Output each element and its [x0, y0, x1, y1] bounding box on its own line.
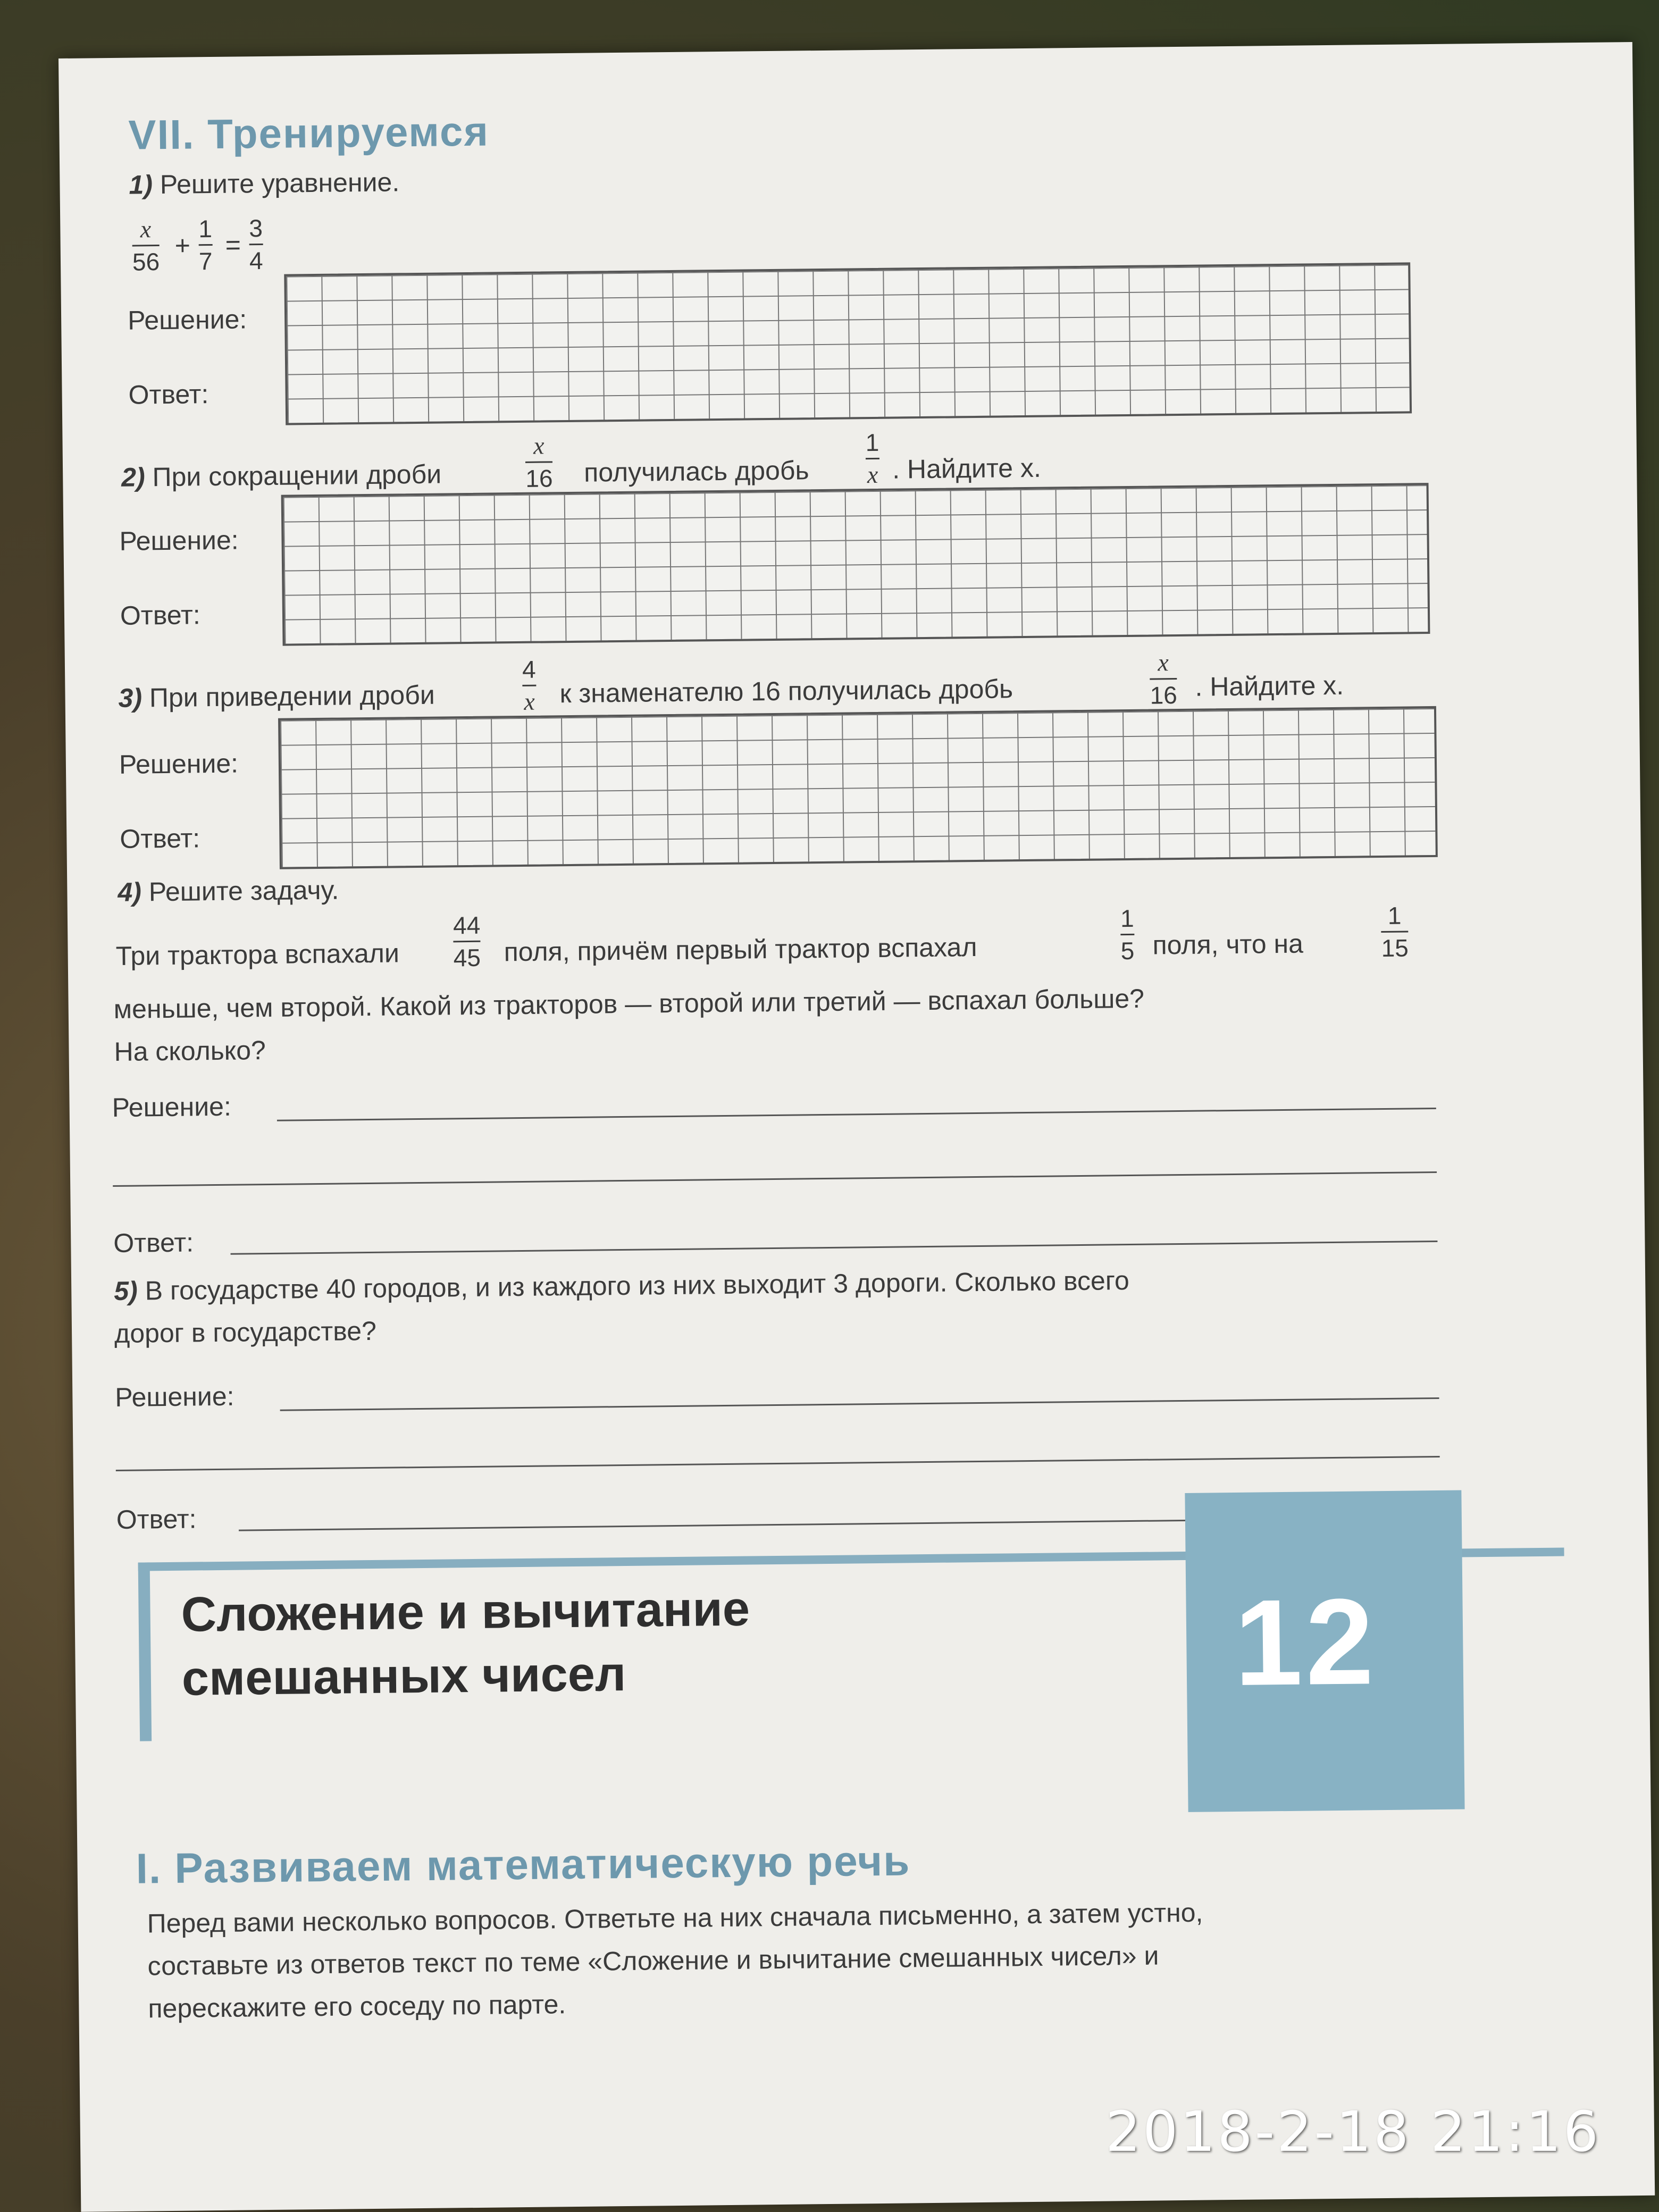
task2-solution-label: Решение: — [119, 525, 239, 556]
task4-line2: меньше, чем второй. Какой из тракторов — второй или третий — вспахал больше? — [113, 983, 1145, 1025]
task4-solution-label: Решение: — [112, 1091, 232, 1123]
task1-plus: + — [174, 230, 191, 261]
task4-header: 4) Решите задачу. — [118, 875, 339, 907]
task1-text: Решите уравнение. — [160, 167, 400, 200]
chapter-title: Сложение и вычитание смешанных чисел — [181, 1581, 750, 1706]
section1-title: I. Развиваем математическую речь — [136, 1837, 911, 1892]
section1-line2: составьте из ответов текст по теме «Сложение и вычитание смешанных чисел» и — [147, 1940, 1159, 1981]
task2-line: 2) При сокращении дроби — [121, 459, 442, 492]
task4-answer-label: Ответ: — [113, 1227, 194, 1259]
task1-solution-label: Решение: — [127, 304, 247, 336]
task2-text-c: . Найдите x. — [892, 453, 1042, 484]
worksheet-page — [58, 42, 1655, 2212]
task4-line1-c: поля, что на — [1152, 928, 1304, 960]
task1-fraction-a: x 56 — [132, 215, 160, 276]
task3-line: 3) При приведении дроби — [118, 680, 435, 713]
section1-line1: Перед вами несколько вопросов. Ответьте на них сначала письменно, а затем устно, — [147, 1897, 1203, 1939]
task2-answer-label: Ответ: — [120, 600, 200, 631]
task4-solution-line[interactable] — [277, 1108, 1436, 1121]
task3-answer-label: Ответ: — [120, 823, 200, 854]
section1-line3: перескажите его соседу по парте. — [148, 1989, 566, 2024]
task2-fraction-2: 1 x — [865, 428, 879, 489]
task4-fraction-3: 1 15 — [1381, 901, 1409, 962]
task1-answer-label: Ответ: — [128, 379, 209, 410]
task4-line3: На сколько? — [114, 1035, 266, 1067]
task4-solution-line-2[interactable] — [113, 1171, 1437, 1187]
task4-line1-a: Три трактора вспахали — [115, 938, 400, 971]
section-title: VII. Тренируемся — [128, 107, 490, 158]
task4-answer-line[interactable] — [231, 1241, 1438, 1255]
task5-solution-line-2[interactable] — [116, 1456, 1440, 1471]
task3-fraction-2: x 16 — [1150, 649, 1178, 709]
task5-line1: 5) В государстве 40 городов, и из каждого из них выходит 3 дороги. Сколько всего — [113, 1266, 1130, 1306]
task1-equals: = — [225, 230, 241, 260]
chapter-number: 12 — [1233, 1573, 1378, 1711]
task1-solution-grid[interactable] — [284, 262, 1412, 425]
task2-fraction-1: x 16 — [525, 432, 553, 492]
task4-line1-b: поля, причём первый трактор вспахал — [504, 932, 977, 967]
task4-fraction-2: 1 5 — [1120, 904, 1135, 965]
task3-text-c: . Найдите x. — [1195, 670, 1344, 702]
task3-fraction-1: 4 x — [522, 655, 536, 715]
task5-solution-line[interactable] — [280, 1397, 1439, 1411]
task5-solution-label: Решение: — [115, 1381, 234, 1413]
task1-fraction-c: 3 4 — [249, 214, 263, 275]
photo-timestamp: 2018-2-18 21:16 — [1105, 2099, 1601, 2164]
task1-fraction-b: 1 7 — [198, 214, 213, 275]
task3-text-b: к знаменателю 16 получилась дробь — [559, 674, 1013, 709]
task5-answer-label: Ответ: — [116, 1504, 197, 1535]
task4-fraction-1: 44 45 — [453, 911, 481, 972]
task1-header — [129, 166, 399, 200]
task5-line2: дорог в государстве? — [114, 1316, 377, 1349]
task2-text-b: получилась дробь — [583, 455, 809, 488]
task1-number: 1) — [129, 170, 153, 200]
task3-solution-label: Решение: — [119, 748, 239, 780]
task3-solution-grid[interactable] — [278, 706, 1438, 869]
task2-solution-grid[interactable] — [281, 483, 1430, 646]
